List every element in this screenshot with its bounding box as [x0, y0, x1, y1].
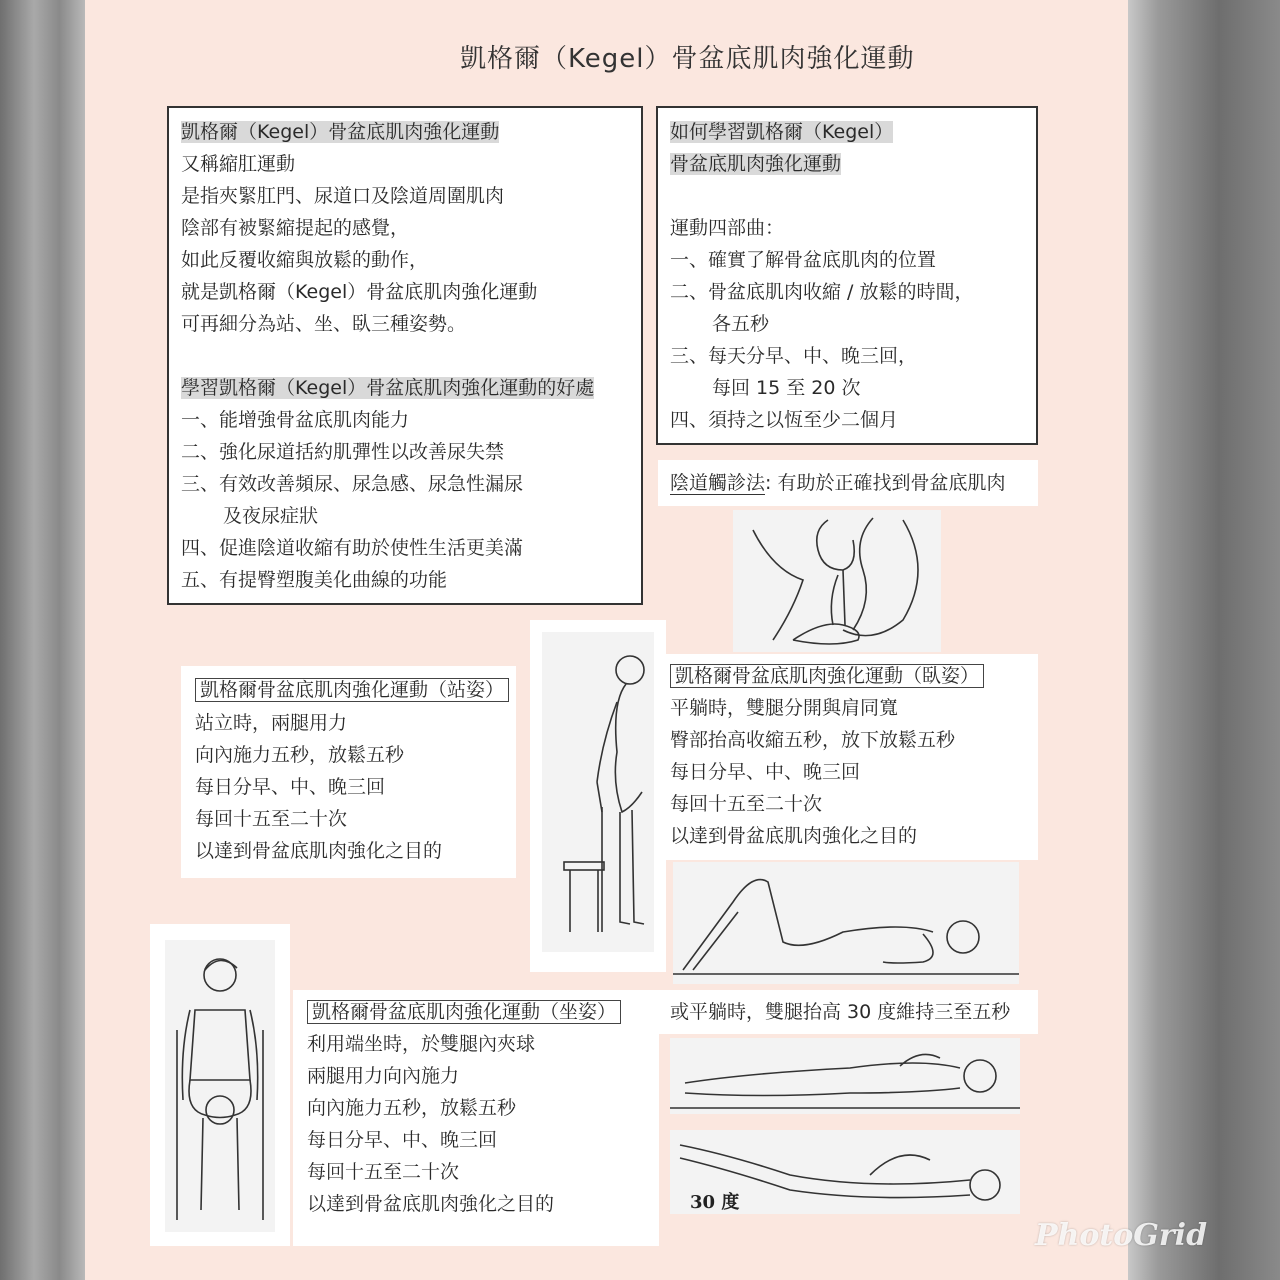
sitting-box — [293, 990, 659, 1246]
standing-illustration-frame — [530, 620, 666, 972]
sitting-line: 以達到骨盆底肌肉強化之目的 — [307, 1193, 555, 1215]
alt-lying-caption — [658, 990, 1038, 1034]
step-item: 三、每天分早、中、晚三回， — [670, 345, 918, 367]
intro-line: 如此反覆收縮與放鬆的動作， — [181, 249, 429, 271]
standing-line: 每回十五至二十次 — [195, 808, 348, 830]
sitting-line: 向內施力五秒，放鬆五秒 — [307, 1097, 517, 1119]
how-heading-2: 骨盆底肌肉強化運動 — [670, 153, 842, 175]
intro-line: 是指夾緊肛門、尿道口及陰道周圍肌肉 — [181, 185, 505, 207]
step-item: 各五秒 — [712, 313, 770, 335]
step-item: 二、骨盆底肌肉收縮 / 放鬆的時間， — [670, 281, 974, 303]
benefit-item: 五、有提臀塑腹美化曲線的功能 — [181, 569, 448, 591]
sitting-illustration-frame — [150, 924, 290, 1246]
sitting-illustration — [165, 940, 275, 1232]
lying-line: 平躺時，雙腿分開與肩同寬 — [670, 697, 899, 719]
page-title: 凱格爾（Kegel）骨盆底肌肉強化運動 — [460, 44, 915, 74]
intro-line: 就是凱格爾（Kegel）骨盆底肌肉強化運動 — [181, 281, 538, 303]
palpation-text: : 有助於正確找到骨盆底肌肉 — [765, 472, 1006, 494]
standing-illustration — [542, 632, 654, 952]
degree-label: 30 度 — [690, 1192, 740, 1213]
lying-heading: 凱格爾骨盆底肌肉強化運動（臥姿） — [670, 664, 984, 688]
alt-lying-text: 或平躺時，雙腿抬高 30 度維持三至五秒 — [670, 1001, 1011, 1023]
intro-line: 陰部有被緊縮提起的感覺， — [181, 217, 410, 239]
standing-line: 以達到骨盆底肌肉強化之目的 — [195, 840, 443, 862]
benefit-item: 二、強化尿道括約肌彈性以改善尿失禁 — [181, 441, 505, 463]
step-item: 一、確實了解骨盆底肌肉的位置 — [670, 249, 937, 271]
lying-line: 以達到骨盆底肌肉強化之目的 — [670, 825, 918, 847]
how-subheading: 運動四部曲： — [670, 217, 785, 239]
intro-heading: 凱格爾（Kegel）骨盆底肌肉強化運動 — [181, 121, 500, 143]
step-item: 四、須持之以恆至少二個月 — [670, 409, 899, 431]
sitting-line: 利用端坐時，於雙腿內夾球 — [307, 1033, 536, 1055]
sitting-line: 每回十五至二十次 — [307, 1161, 460, 1183]
how-heading-1: 如何學習凱格爾（Kegel） — [670, 121, 894, 143]
lying-box — [658, 654, 1038, 860]
sitting-line: 兩腿用力向內施力 — [307, 1065, 460, 1087]
legs-raised-illustration — [670, 1038, 1020, 1114]
lying-line: 每日分早、中、晚三回 — [670, 761, 861, 783]
standing-line: 每日分早、中、晚三回 — [195, 776, 386, 798]
palpation-caption — [658, 460, 1038, 506]
lying-line: 每回十五至二十次 — [670, 793, 823, 815]
how-to-box — [656, 106, 1038, 445]
standing-line: 向內施力五秒，放鬆五秒 — [195, 744, 405, 766]
photogrid-watermark: PhotoGrid — [1035, 1218, 1208, 1253]
benefits-heading: 學習凱格爾（Kegel）骨盆底肌肉強化運動的好處 — [181, 377, 595, 399]
intro-line: 可再細分為站、坐、臥三種姿勢。 — [181, 313, 467, 335]
bridge-illustration — [673, 862, 1019, 984]
poster-page — [85, 0, 1128, 1280]
sitting-line: 每日分早、中、晚三回 — [307, 1129, 498, 1151]
palpation-label: 陰道觸診法 — [670, 472, 766, 494]
intro-box — [167, 106, 643, 605]
intro-line: 又稱縮肛運動 — [181, 153, 296, 175]
benefit-item: 一、能增強骨盆底肌肉能力 — [181, 409, 410, 431]
benefit-item: 三、有效改善頻尿、尿急感、尿急性漏尿 — [181, 473, 524, 495]
photo-frame-right — [1128, 0, 1280, 1280]
standing-heading: 凱格爾骨盆底肌肉強化運動（站姿） — [195, 678, 509, 702]
sitting-heading: 凱格爾骨盆底肌肉強化運動（坐姿） — [307, 1000, 621, 1024]
photo-frame-left — [0, 0, 85, 1280]
palpation-illustration — [733, 510, 941, 652]
step-item: 每回 15 至 20 次 — [712, 377, 861, 399]
benefit-item: 四、促進陰道收縮有助於使性生活更美滿 — [181, 537, 524, 559]
benefit-item: 及夜尿症狀 — [223, 505, 319, 527]
standing-line: 站立時，兩腿用力 — [195, 712, 348, 734]
standing-box — [181, 666, 516, 878]
lying-line: 臀部抬高收縮五秒，放下放鬆五秒 — [670, 729, 956, 751]
